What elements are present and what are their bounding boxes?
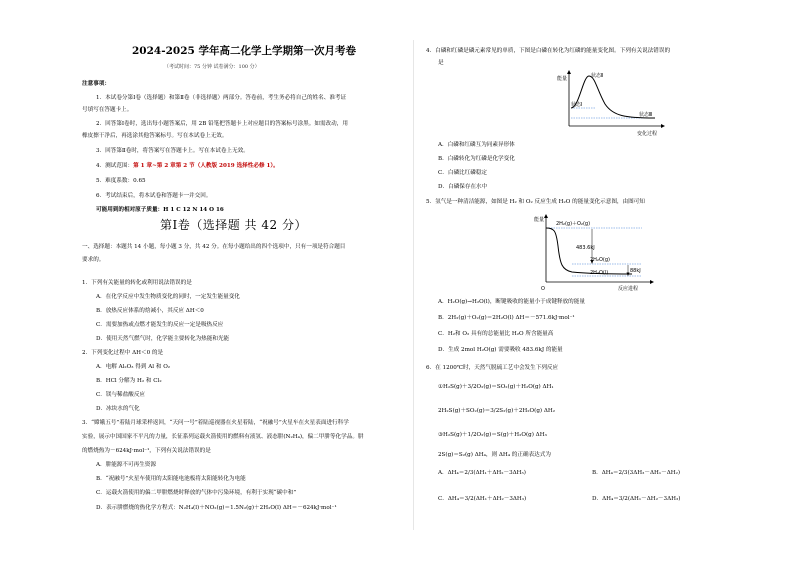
note-line: 1．本试卷分第Ⅰ卷（选择题）和第Ⅱ卷（非选择题）两部分。答卷前，考生务必将自己的姓名、准考证 [96, 95, 347, 101]
column-divider [413, 40, 414, 530]
section-intro: 要求的。 [82, 257, 105, 263]
option: C．镁与稀盐酸反应 [96, 392, 146, 398]
option: A．ΔH₄＝2/3(ΔH₁＋ΔH₂－3ΔH₃) [438, 470, 526, 476]
state2-label: 状态Ⅱ [591, 73, 604, 79]
liquid-water-label: 2H₂O(l) [590, 270, 609, 276]
question-stem: 5．氢气是一种清洁能源，如图是 H₂ 和 O₂ 反应生成 H₂O 的能量变化示意图，由图可知 [426, 199, 645, 205]
option: D．ΔH₄＝3/2(ΔH₁－ΔH₂－3ΔH₃) [592, 496, 681, 502]
option: C．ΔH₄＝3/2(ΔH₁＋ΔH₂－3ΔH₃) [438, 496, 527, 502]
option: C．H₂和 O₂ 具有的总能量比 H₂O 所含能量高 [438, 331, 554, 337]
hydrogen-energy-diagram [532, 212, 660, 294]
option: A．在化学反应中发生物质变化的同时，一定发生能量变化 [96, 294, 240, 300]
option: B．白磷转化为红磷是化学变化 [438, 156, 515, 162]
diagram-ylabel: 能量 [557, 76, 568, 82]
question-stem: 3．“嫦娥五号”着陆月球采样返回，“天问一号”着陆巡视器在火星着陆，“祝融号”火星车在火星表面进行科学 [82, 420, 349, 426]
note-line: 号填写在答题卡上。 [82, 107, 133, 113]
note-line: 橡皮擦干净后，再选涂其他答案标号。写在本试卷上无效。 [82, 133, 228, 139]
x-axis-arrow-icon [650, 280, 654, 284]
option: D．表示肼燃烧的热化学方程式：N₂H₄(l)＋NO₂(g)＝1.5N₂(g)＋2H₂O(l) ΔH＝－624kJ·mol⁻¹ [96, 505, 337, 511]
state1-label: 状态Ⅰ [571, 102, 583, 108]
question-stem: 实验，展示中国国家不平凡的力量，长征系列运载火箭使用的燃料有液氢、液态肼(N₂H₄)，偏二甲肼等化学品。肼 [82, 434, 364, 440]
atomic-masses: 可能用到的相对原子质量：H 1 C 12 N 14 O 16 [96, 207, 224, 213]
question-stem: 6．在 1200℃时，天然气脱硫工艺中会发生下列反应 [426, 365, 559, 371]
note-line: 3．回答第Ⅱ卷时，将答案写在答题卡上。写在本试卷上无效。 [96, 148, 249, 154]
option: B．“祝融号”火星车使用的太阳能电池板将太阳能转化为电能 [96, 476, 246, 482]
question-stem: 2．下列变化过程中 ΔH＜0 的是 [82, 350, 164, 356]
diagram-origin: O [541, 286, 545, 292]
exam-title: 2024-2025 学年高二化学上学期第一次月考卷 [132, 45, 356, 57]
diagram-ylabel: 能量 [534, 217, 545, 223]
question-stem: 的燃烧热为－624kJ·mol⁻¹，下列有关说法错误的是 [82, 448, 211, 454]
reactant-label: 2H₂(g)＋O₂(g) [556, 221, 591, 227]
option: A．肼能源不可再生资源 [96, 462, 156, 468]
reaction: 2S(g)＝S₂(g) ΔH₄，则 ΔH₄ 的正确表达式为 [438, 452, 551, 458]
notice-header: 注意事项： [82, 81, 110, 87]
note-line [96, 163, 279, 170]
note-line: 5．难度系数：0.65 [96, 178, 146, 184]
phosphorus-energy-diagram [555, 68, 670, 138]
section-title: 第Ⅰ卷（选择题 共 42 分） [160, 218, 307, 232]
scope-label: 4．测试范围： [96, 163, 134, 169]
reaction: 2H₂S(g)＋SO₂(g)＝3/2S₂(g)＋2H₂O(g) ΔH₂ [438, 408, 556, 414]
option: B．HCl 分解为 H₂ 和 Cl₂ [96, 378, 162, 384]
option: C．运载火箭使用的偏二甲肼燃烧时释放的气体中污染环境，有利于实现“碳中和” [96, 490, 297, 496]
option: D．生成 2mol H₂O(g) 需要吸收 483.6kJ 的能量 [438, 347, 563, 353]
option: D．冰块水的气化 [96, 406, 140, 412]
option: C．需要加热或点燃才能发生的反应一定是吸热反应 [96, 322, 224, 328]
question-stem: 4．白磷和红磷是磷元素常见的单质，下图是白磷在转化为红磷的能量变化图。下列有关说法错误的 [426, 48, 671, 54]
question-stem: 1．下列有关能量的转化或利用说法错误的是 [82, 280, 192, 286]
y-axis-arrow-icon [567, 70, 571, 74]
reaction: ③H₂S(g)＋1/2O₂(g)＝S(g)＋H₂O(g) ΔH₃ [438, 432, 547, 438]
gas-water-label: 2H₂O(g) [590, 257, 610, 263]
diagram-xlabel: 反应进程 [618, 286, 639, 292]
x-axis-arrow-icon [661, 124, 665, 128]
y-axis-arrow-icon [544, 214, 548, 218]
state3-label: 状态Ⅲ [639, 112, 653, 118]
delta1-label: 483.6kJ [576, 245, 595, 251]
note-line: 2．回答第Ⅰ卷时，选出每小题答案后，用 2B 铅笔把答题卡上对应题目的答案标号涂黑。如需改动，用 [96, 121, 348, 127]
question-stem: 是 [438, 60, 444, 66]
option: C．白磷比红磷稳定 [438, 170, 488, 176]
option: B．ΔH₄＝2/3(3ΔH₃－ΔH₁－ΔH₂) [592, 470, 681, 476]
note-line: 6．考试结束后，将本试卷和答题卡一并交回。 [96, 193, 212, 199]
energy-curve [546, 228, 632, 274]
option: A．白磷和红磷互为同素异形体 [438, 142, 515, 148]
option: B．2H₂(g)＋O₂(g)＝2H₂O(l) ΔH＝－571.6kJ·mol⁻¹ [438, 315, 575, 321]
option: A．电解 Al₂O₃ 得到 Al 和 O₂ [96, 364, 171, 370]
option: D．白磷保存在水中 [438, 184, 488, 190]
delta2-label: 88kJ [630, 268, 641, 274]
option: A．H₂O(g)→H₂O(l)，断键吸收的能量小于成键释放的能量 [438, 299, 585, 305]
scope-red: 第 1 章~第 2 章第 2 节（人教版 2019 选择性必修 1）。 [133, 163, 279, 169]
section-intro: 一、选择题：本题共 14 小题，每小题 3 分，共 42 分。在每小题给出的四个选项中，只有一项是符合题目 [82, 244, 346, 250]
reaction: ①H₂S(g)＋3/2O₂(g)＝SO₂(g)＋H₂O(g) ΔH₁ [438, 384, 554, 390]
diagram-xlabel: 变化过程 [637, 131, 658, 137]
exam-subtitle: （考试时间：75 分钟 试卷满分：100 分） [164, 64, 260, 70]
option: B．放热反应体系的焓减小，其反应 ΔH＜0 [96, 308, 204, 314]
option: D．使用天然气燃气时，化学能主要转化为热能和光能 [96, 336, 230, 342]
